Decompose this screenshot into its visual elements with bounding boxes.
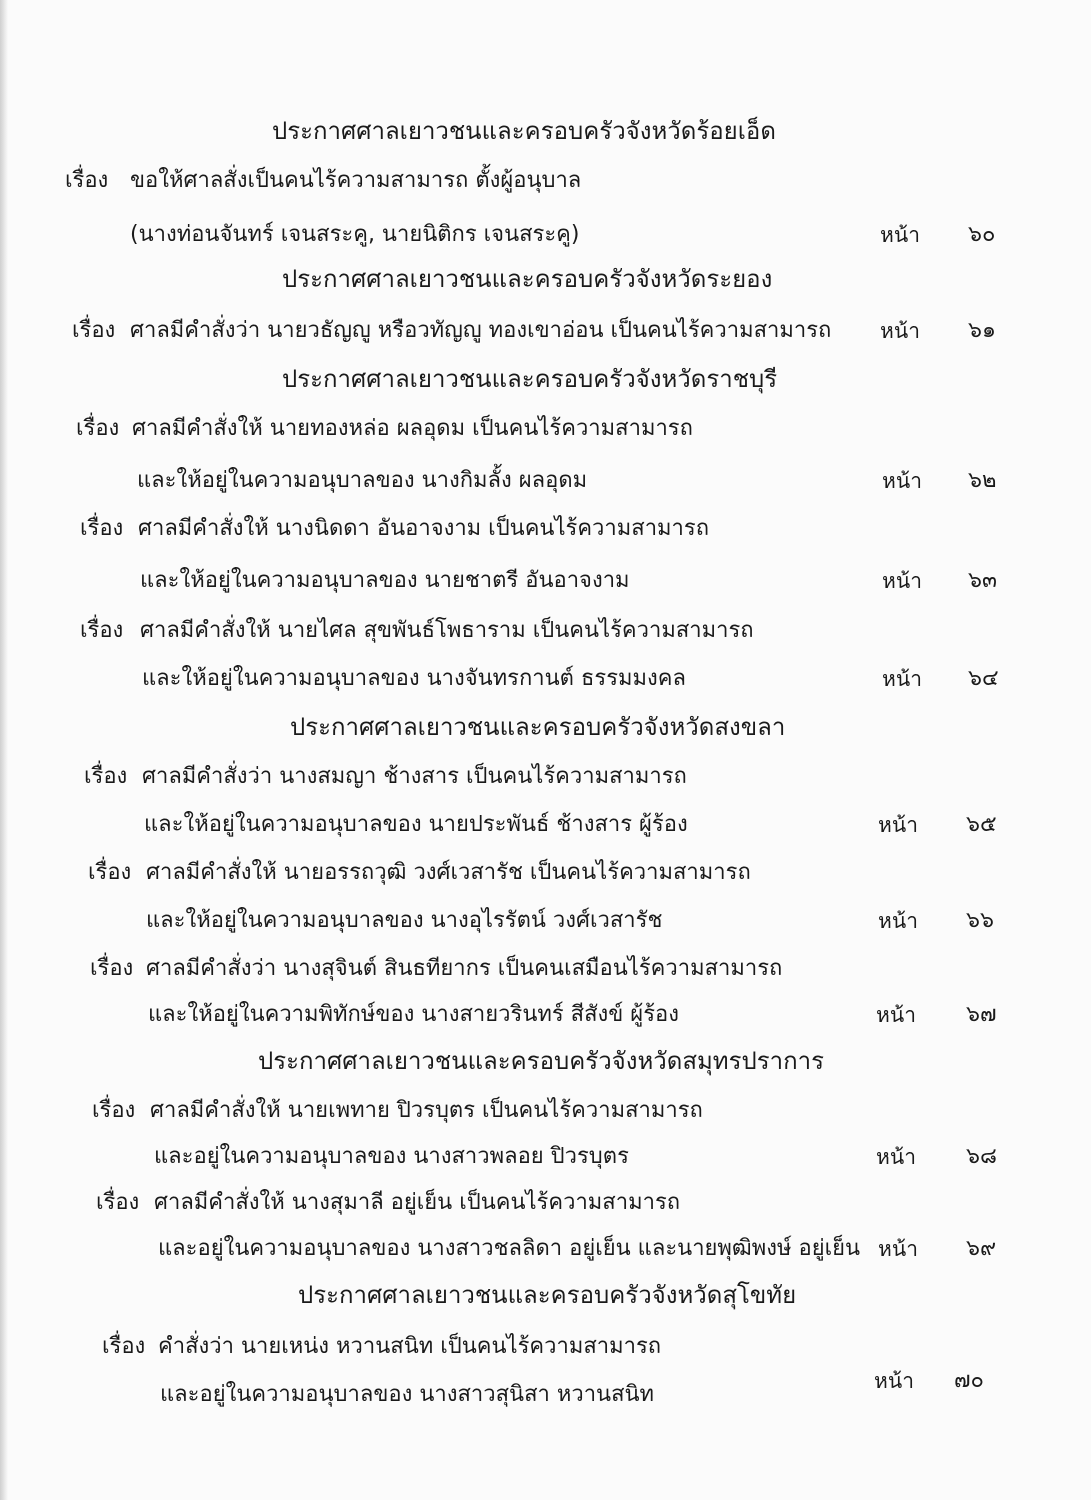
- item-prefix: เรื่อง: [65, 168, 109, 193]
- page-number: ๖๘: [966, 1144, 997, 1169]
- item-title-line: และอยู่ในความอนุบาลของ นางสาวสุนิสา หวานสนิท: [160, 1382, 655, 1407]
- page-number: ๖๔: [968, 666, 999, 691]
- page-label: หน้า: [882, 667, 922, 691]
- page-number: ๖๖: [966, 908, 994, 933]
- item-title-line: ศาลมีคำสั่งว่า นายวธัญญู หรือวทัญญู ทองเขาอ่อน เป็นคนไร้ความสามารถ: [130, 318, 832, 343]
- item-title-line: ศาลมีคำสั่งให้ นางนิดดา อันอาจงาม เป็นคนไร้ความสามารถ: [138, 516, 710, 541]
- item-title-line: ศาลมีคำสั่งให้ นายอรรถวุฒิ วงศ์เวสารัช เป็นคนไร้ความสามารถ: [146, 860, 751, 885]
- item-prefix: เรื่อง: [90, 956, 134, 981]
- page-label: หน้า: [878, 909, 918, 933]
- item-title-line: และให้อยู่ในความอนุบาลของ นายชาตรี อันอาจงาม: [140, 568, 630, 593]
- item-prefix: เรื่อง: [88, 860, 132, 885]
- item-title-line: คำสั่งว่า นายเหน่ง หวานสนิท เป็นคนไร้ความสามารถ: [158, 1334, 662, 1359]
- section-heading: ประกาศศาลเยาวชนและครอบครัวจังหวัดระยอง: [282, 265, 773, 293]
- page-label: หน้า: [878, 813, 918, 837]
- section-heading: ประกาศศาลเยาวชนและครอบครัวจังหวัดสมุทรปราการ: [258, 1047, 825, 1075]
- item-prefix: เรื่อง: [96, 1190, 140, 1215]
- item-title-line: ศาลมีคำสั่งให้ นายไศล สุขพันธ์โพธาราม เป็นคนไร้ความสามารถ: [140, 618, 754, 643]
- item-prefix: เรื่อง: [72, 318, 116, 343]
- page-number: ๖๐: [968, 222, 996, 247]
- section-heading: ประกาศศาลเยาวชนและครอบครัวจังหวัดร้อยเอ็ด: [272, 117, 776, 145]
- page-label: หน้า: [874, 1369, 914, 1393]
- item-prefix: เรื่อง: [84, 764, 128, 789]
- item-prefix: เรื่อง: [80, 618, 124, 643]
- item-title-line: ขอให้ศาลสั่งเป็นคนไร้ความสามารถ ตั้งผู้อนุบาล: [130, 168, 582, 193]
- item-title-line: (นางท่อนจันทร์ เจนสระคู, นายนิติกร เจนสระคู): [130, 222, 580, 247]
- item-prefix: เรื่อง: [80, 516, 124, 541]
- section-heading: ประกาศศาลเยาวชนและครอบครัวจังหวัดราชบุรี: [282, 365, 778, 393]
- section-heading: ประกาศศาลเยาวชนและครอบครัวจังหวัดสุโขทัย: [298, 1281, 797, 1309]
- page-label: หน้า: [876, 1003, 916, 1027]
- item-title-line: และให้อยู่ในความอนุบาลของ นายประพันธ์ ช้างสาร ผู้ร้อง: [144, 812, 688, 837]
- item-title-line: ศาลมีคำสั่งว่า นางสมญา ช้างสาร เป็นคนไร้ความสามารถ: [142, 764, 687, 789]
- item-title-line: ศาลมีคำสั่งให้ นางสุมาลี อยู่เย็น เป็นคนไร้ความสามารถ: [154, 1190, 681, 1215]
- page-label: หน้า: [880, 319, 920, 343]
- page-label: หน้า: [880, 223, 920, 247]
- page-number: ๖๕: [966, 812, 997, 837]
- item-title-line: และอยู่ในความอนุบาลของ นางสาวพลอย ปิวรบุตร: [154, 1144, 629, 1169]
- item-title-line: และให้อยู่ในความอนุบาลของ นางกิมลั้ง ผลอุดม: [137, 468, 588, 493]
- page-number: ๗๐: [954, 1368, 984, 1393]
- page-label: หน้า: [878, 1237, 918, 1261]
- page-number: ๖๙: [966, 1236, 997, 1261]
- page-number: ๖๒: [968, 468, 997, 493]
- page-label: หน้า: [882, 469, 922, 493]
- section-heading: ประกาศศาลเยาวชนและครอบครัวจังหวัดสงขลา: [290, 713, 786, 741]
- item-title-line: และให้อยู่ในความอนุบาลของ นางจันทรกานต์ ธรรมมงคล: [142, 666, 686, 691]
- item-title-line: ศาลมีคำสั่งให้ นายทองหล่อ ผลอุดม เป็นคนไร้ความสามารถ: [132, 416, 693, 441]
- item-title-line: และให้อยู่ในความพิทักษ์ของ นางสายวรินทร์ สีสังข์ ผู้ร้อง: [148, 1002, 679, 1027]
- item-title-line: ศาลมีคำสั่งว่า นางสุจินต์ สินธทียากร เป็นคนเสมือนไร้ความสามารถ: [146, 956, 783, 981]
- page-number: ๖๑: [968, 318, 996, 343]
- page-number: ๖๗: [966, 1002, 997, 1027]
- item-title-line: ศาลมีคำสั่งให้ นายเพทาย ปิวรบุตร เป็นคนไร้ความสามารถ: [150, 1098, 703, 1123]
- item-prefix: เรื่อง: [76, 416, 120, 441]
- item-title-line: และให้อยู่ในความอนุบาลของ นางอุไรรัตน์ วงศ์เวสารัช: [146, 908, 663, 933]
- page-number: ๖๓: [968, 568, 998, 593]
- page-label: หน้า: [882, 569, 922, 593]
- item-prefix: เรื่อง: [92, 1098, 136, 1123]
- item-title-line: และอยู่ในความอนุบาลของ นางสาวชลลิดา อยู่เย็น และนายพุฒิพงษ์ อยู่เย็น: [158, 1236, 861, 1261]
- item-prefix: เรื่อง: [102, 1334, 146, 1359]
- page-label: หน้า: [876, 1145, 916, 1169]
